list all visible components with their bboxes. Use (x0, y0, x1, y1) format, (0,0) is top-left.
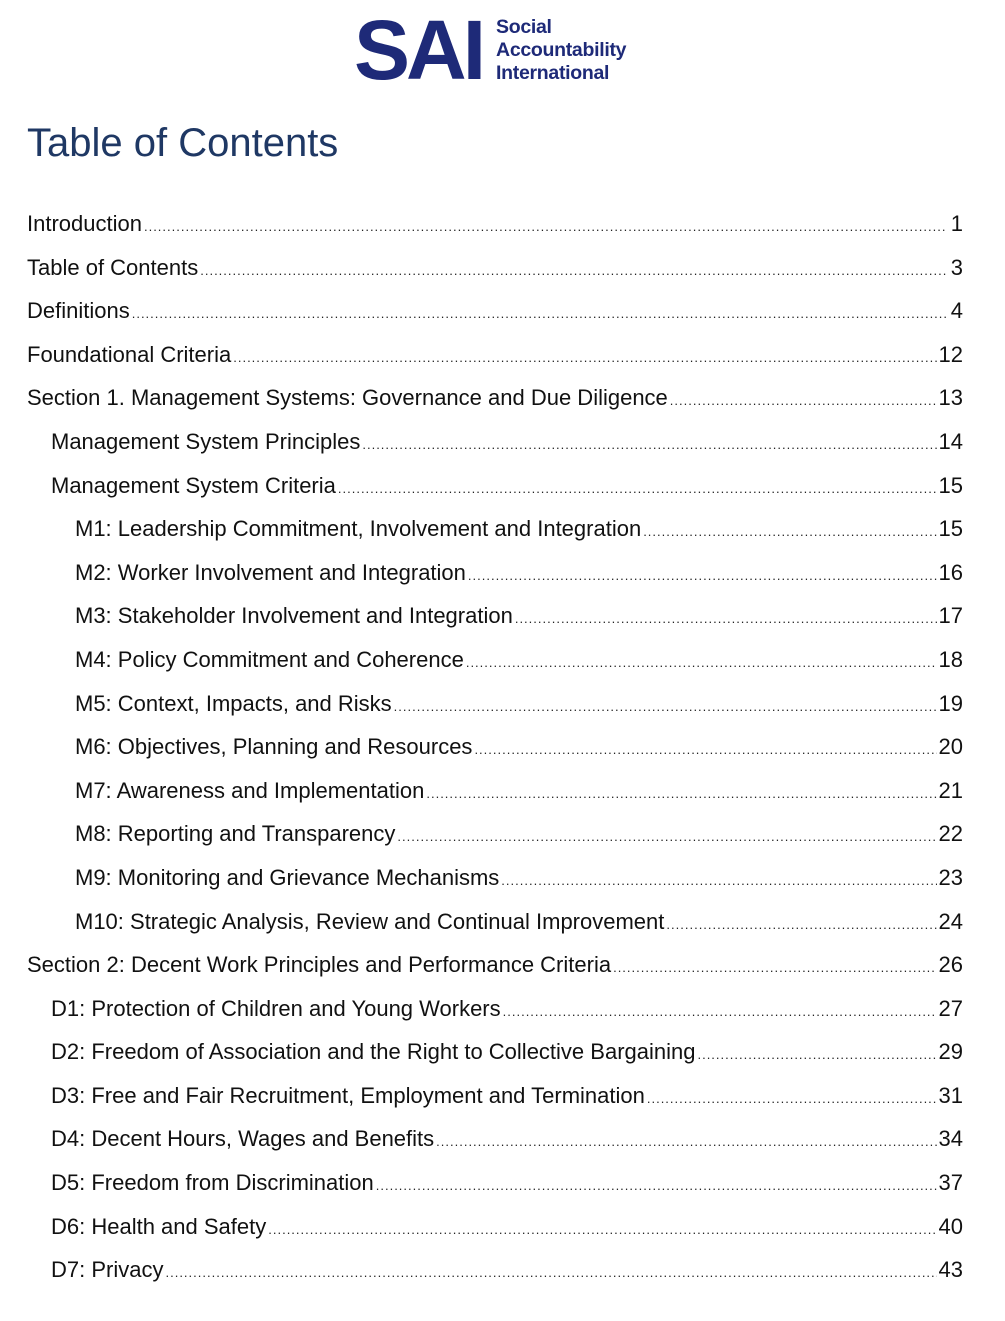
toc-page-number: 4 (950, 298, 963, 324)
toc-entry-d5[interactable] (27, 1161, 963, 1205)
toc-entry-label: Introduction (27, 211, 142, 236)
toc-dot-leader (613, 946, 936, 990)
toc-entry-label: M7: Awareness and Implementation (75, 777, 425, 803)
toc-entry-d6[interactable] (27, 1205, 963, 1249)
toc-dot-leader (697, 1033, 936, 1077)
toc-entry-label: M6: Objectives, Planning and Resources (75, 734, 473, 760)
toc-page-number: 26 (938, 952, 963, 978)
toc-entry-label: D5: Freedom from Discrimination (51, 1170, 374, 1196)
toc-page-number: 1 (950, 211, 963, 236)
toc-entry-label: D2: Freedom of Association and the Right to Collective Bargaining (51, 1039, 696, 1065)
toc-page-number: 14 (938, 428, 963, 454)
logo-wordmark (496, 16, 626, 85)
toc-entry-definitions[interactable] (27, 289, 963, 333)
toc-entry-m5[interactable] (27, 682, 963, 726)
toc-entry-label: D7: Privacy (51, 1257, 164, 1283)
toc-dot-leader (474, 728, 936, 772)
toc-page-number: 27 (938, 995, 963, 1021)
toc-entry-label: M2: Worker Involvement and Integration (75, 559, 466, 585)
toc-dot-leader (397, 815, 936, 859)
toc-entry-m2[interactable] (27, 551, 963, 595)
toc-entry-m7[interactable] (27, 769, 963, 813)
toc-entry-label: Table of Contents (27, 254, 199, 280)
logo-mark: SAI (354, 3, 483, 97)
toc-entry-m9[interactable] (27, 856, 963, 900)
toc-page-number: 18 (938, 646, 963, 672)
toc-entry-m8[interactable] (27, 812, 963, 856)
toc-entry-management-system-principles[interactable] (27, 420, 963, 464)
toc-dot-leader (376, 1164, 937, 1208)
toc-dot-leader (666, 903, 936, 947)
toc-entry-foundational-criteria[interactable] (27, 333, 963, 377)
toc-page-number: 15 (938, 472, 963, 498)
toc-dot-leader (643, 510, 936, 554)
toc-entry-section-2[interactable] (27, 943, 963, 987)
toc-entry-table-of-contents[interactable] (27, 246, 963, 290)
toc-page-number: 22 (938, 821, 963, 847)
toc-entry-d3[interactable] (27, 1074, 963, 1118)
toc-entry-label: Section 2: Decent Work Principles and Performance Criteria (27, 952, 612, 978)
toc-dot-leader (515, 597, 937, 641)
toc-dot-leader (394, 685, 937, 729)
toc-entry-label: Management System Principles (51, 428, 361, 454)
toc-entry-label: D3: Free and Fair Recruitment, Employment and Termination (51, 1082, 645, 1108)
toc-entry-label: M5: Context, Impacts, and Risks (75, 690, 392, 716)
sai-logo (354, 3, 627, 97)
toc-page-number: 12 (938, 341, 963, 367)
toc-page-number: 15 (938, 516, 963, 542)
toc-page-number: 34 (938, 1126, 963, 1152)
toc-entry-label: M1: Leadership Commitment, Involvement and Integration (75, 516, 642, 542)
toc-entry-section-1[interactable] (27, 376, 963, 420)
toc-entry-management-system-criteria[interactable] (27, 464, 963, 508)
toc-entry-d4[interactable] (27, 1117, 963, 1161)
toc-page-number: 24 (938, 908, 963, 934)
toc-entry-label: D4: Decent Hours, Wages and Benefits (51, 1126, 435, 1152)
toc-dot-leader (466, 641, 937, 685)
toc-entry-m1[interactable] (27, 507, 963, 551)
toc-entry-label: D6: Health and Safety (51, 1213, 267, 1239)
toc-entry-d7[interactable] (27, 1248, 963, 1292)
toc-dot-leader (165, 1251, 936, 1295)
toc-entry-label: Section 1. Management Systems: Governance and Due Diligence (27, 385, 668, 411)
toc-entry-label: M10: Strategic Analysis, Review and Continual Improvement (75, 908, 665, 934)
toc-dot-leader (132, 292, 947, 336)
table-of-contents (27, 202, 963, 1292)
page-title: Table of Contents (27, 121, 339, 165)
toc-entry-m3[interactable] (27, 594, 963, 638)
toc-entry-d1[interactable] (27, 987, 963, 1031)
toc-page-number: 29 (938, 1039, 963, 1065)
toc-dot-leader (436, 1120, 936, 1164)
toc-dot-leader (647, 1077, 937, 1121)
toc-page-number: 37 (938, 1170, 963, 1196)
toc-dot-leader (503, 990, 937, 1034)
toc-dot-leader (200, 249, 947, 293)
toc-dot-leader (426, 772, 936, 816)
toc-entry-label: Management System Criteria (51, 472, 336, 498)
toc-page-number: 20 (938, 734, 963, 760)
toc-entry-label: Definitions (27, 298, 130, 324)
toc-dot-leader (362, 423, 936, 467)
toc-page-number: 21 (938, 777, 963, 803)
toc-entry-introduction[interactable] (27, 202, 963, 246)
toc-entry-m6[interactable] (27, 725, 963, 769)
toc-dot-leader (268, 1208, 936, 1252)
toc-page-number: 43 (938, 1257, 963, 1283)
toc-dot-leader (501, 859, 936, 903)
toc-page-number: 3 (950, 254, 963, 280)
toc-dot-leader (144, 205, 947, 249)
toc-entry-label: Foundational Criteria (27, 341, 232, 367)
logo-line-international: International (496, 61, 610, 84)
toc-entry-m4[interactable] (27, 638, 963, 682)
toc-dot-leader (233, 336, 936, 380)
toc-page-number: 19 (938, 690, 963, 716)
toc-page-number: 23 (938, 864, 963, 890)
toc-dot-leader (338, 467, 937, 511)
logo-line-accountability: Accountability (496, 38, 627, 61)
toc-page-number: 40 (938, 1213, 963, 1239)
toc-page-number: 31 (938, 1082, 963, 1108)
toc-entry-label: D1: Protection of Children and Young Workers (51, 995, 501, 1021)
toc-entry-label: M8: Reporting and Transparency (75, 821, 396, 847)
toc-page-number: 17 (938, 603, 963, 629)
toc-dot-leader (468, 554, 937, 598)
toc-entry-label: M9: Monitoring and Grievance Mechanisms (75, 864, 500, 890)
toc-page-number: 13 (938, 385, 963, 411)
toc-entry-label: M4: Policy Commitment and Coherence (75, 646, 464, 672)
toc-entry-d2[interactable] (27, 1030, 963, 1074)
logo-line-social: Social (496, 15, 552, 38)
toc-entry-label: M3: Stakeholder Involvement and Integration (75, 603, 513, 629)
toc-entry-m10[interactable] (27, 900, 963, 944)
toc-page-number: 16 (938, 559, 963, 585)
toc-dot-leader (670, 379, 937, 423)
